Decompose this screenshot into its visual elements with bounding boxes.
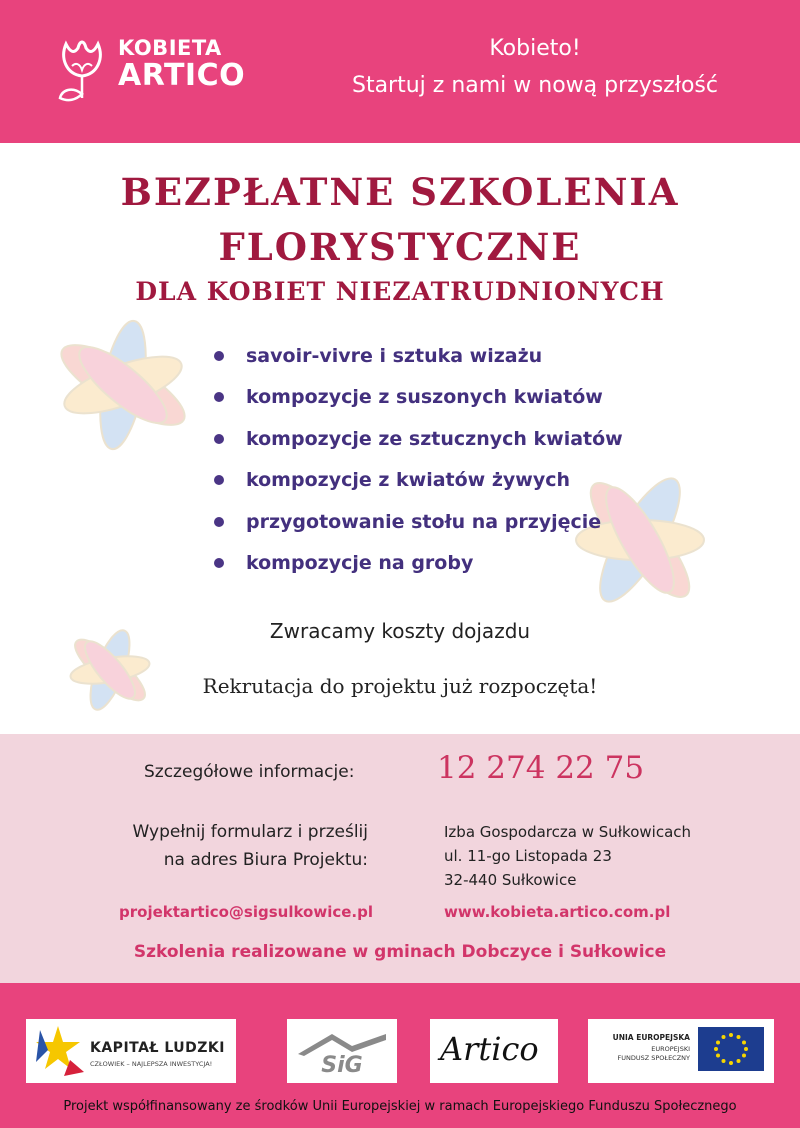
course-list	[214, 335, 623, 584]
eu-flag-icon	[698, 1027, 764, 1071]
cofinancing-note: Projekt współfinansowany ze środków Unii Europejskiej w ramach Europejskiego Funduszu Społecznego	[63, 1099, 737, 1114]
slogan-line-2: Startuj z nami w nową przyszłość	[351, 73, 718, 98]
sig-logo-text: SiG	[321, 1053, 363, 1076]
list-item	[214, 460, 623, 502]
form-line-2: na adres Biura Projektu:	[163, 850, 368, 870]
website-link[interactable]: www.kobieta.artico.com.pl	[444, 903, 671, 921]
logo-line-2: ARTICO	[118, 58, 246, 93]
artico-logo-text: Artico	[440, 1030, 539, 1068]
main-title-line-1: BEZPŁATNE SZKOLENIA	[120, 170, 680, 214]
sig-logo-mark	[292, 1028, 392, 1076]
brand-logo	[118, 38, 245, 91]
bullet-icon	[214, 517, 224, 527]
course-label: przygotowanie stołu na przyjęcie	[246, 510, 602, 533]
form-instructions	[80, 818, 368, 874]
main-title-line-2: FLORYSTYCZNE	[218, 225, 582, 269]
course-label: kompozycje z kwiatów żywych	[246, 469, 571, 492]
bullet-icon	[214, 351, 224, 361]
list-item	[214, 418, 623, 460]
tulip-logo-icon	[52, 36, 112, 106]
office-address	[444, 820, 691, 892]
recruitment-note: Rekrutacja do projektu już rozpoczęta!	[202, 674, 598, 698]
bullet-icon	[214, 475, 224, 485]
star-logo-icon	[30, 1022, 86, 1078]
email-link[interactable]: projektartico@sigsulkowice.pl	[119, 903, 374, 921]
eu-fund-line-2: FUNDUSZ SPOŁECZNY	[617, 1054, 690, 1062]
main-subtitle: DLA KOBIET NIEZATRUDNIONYCH	[135, 277, 665, 306]
phone-number[interactable]: 12 274 22 75	[437, 750, 645, 786]
bullet-icon	[214, 434, 224, 444]
course-label: kompozycje na groby	[246, 552, 474, 575]
course-label: kompozycje z suszonych kwiatów	[246, 386, 603, 409]
decorative-flower-icon	[18, 290, 228, 480]
info-label: Szczegółowe informacje:	[144, 762, 355, 782]
kapital-ludzki-title: KAPITAŁ LUDZKI	[90, 1040, 225, 1056]
course-label: savoir-vivre i sztuka wizażu	[246, 344, 543, 367]
slogan-line-1: Kobieto!	[489, 36, 581, 61]
bullet-icon	[214, 392, 224, 402]
eu-fund	[596, 1045, 690, 1063]
slogan	[290, 30, 780, 104]
form-line-1: Wypełnij formularz i prześlij	[132, 822, 368, 842]
eu-fund-line-1: EUROPEJSKI	[651, 1045, 690, 1053]
travel-refund-note: Zwracamy koszty dojazdu	[269, 619, 531, 643]
address-line-1: Izba Gospodarcza w Sułkowicach	[444, 823, 692, 841]
address-line-3: 32-440 Sułkowice	[444, 871, 577, 889]
address-line-2: ul. 11-go Listopada 23	[444, 847, 612, 865]
bullet-icon	[214, 558, 224, 568]
kapital-ludzki-subtitle: CZŁOWIEK – NAJLEPSZA INWESTYCJA!	[90, 1060, 213, 1068]
list-item	[214, 501, 623, 543]
logo-line-1: KOBIETA	[118, 36, 222, 60]
course-label: kompozycje ze sztucznych kwiatów	[246, 427, 623, 450]
list-item	[214, 543, 623, 585]
list-item	[214, 335, 623, 377]
eu-title: UNIA EUROPEJSKA	[612, 1033, 690, 1042]
list-item	[214, 377, 623, 419]
municipalities-note: Szkolenia realizowane w gminach Dobczyce i Sułkowice	[133, 942, 667, 962]
